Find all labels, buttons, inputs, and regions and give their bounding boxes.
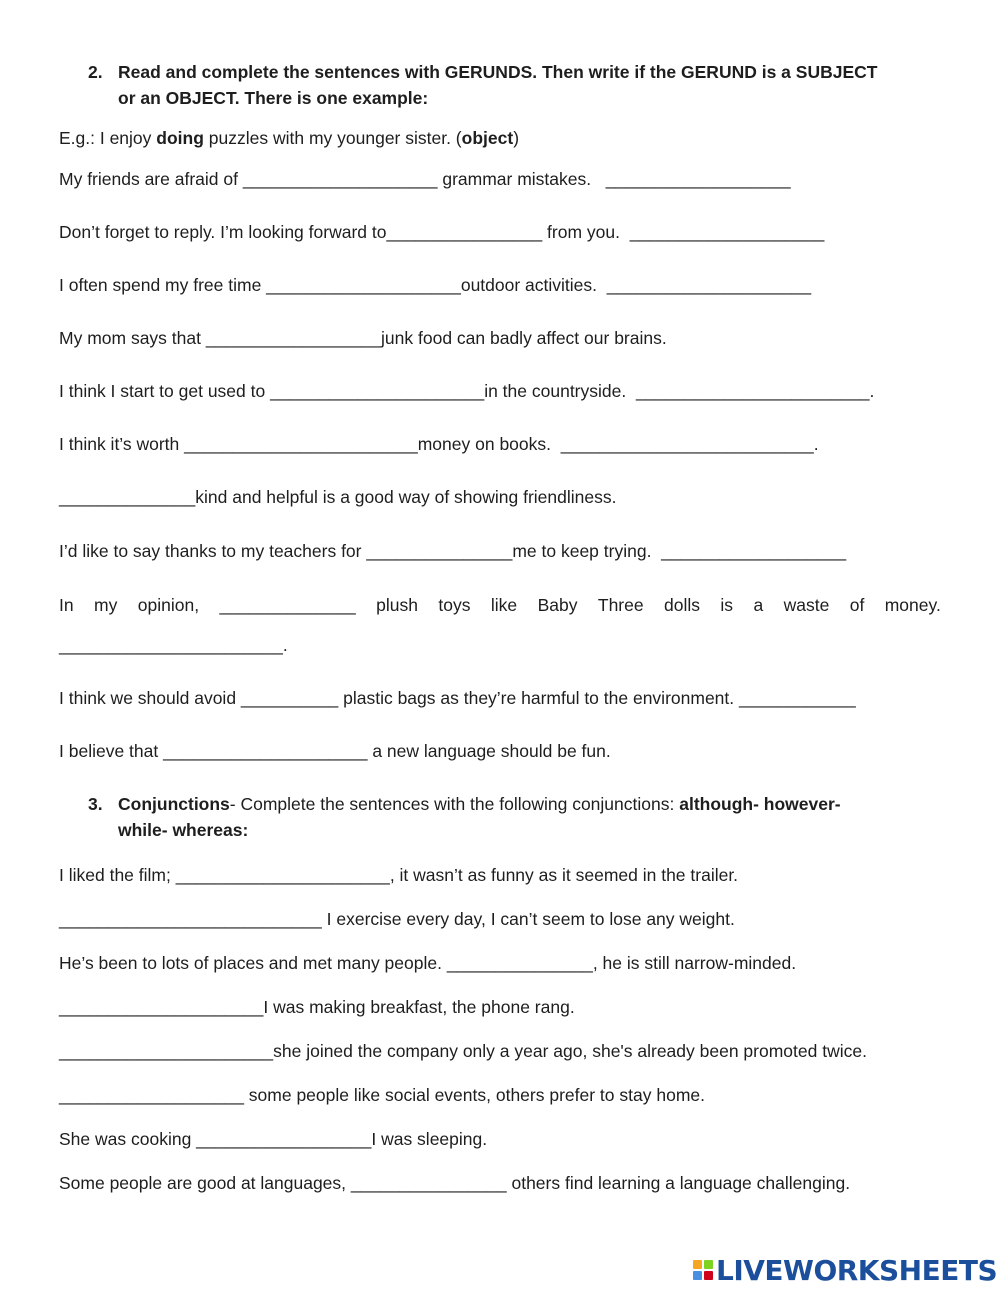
section-2-title-line2: or an OBJECT. There is one example: [118,88,429,108]
section-number: 3. [88,794,103,814]
word: plush [376,595,418,615]
example-gerund: doing [156,128,204,148]
exercise-sentence-3[interactable]: I often spend my free time ____________________outdoor activities. _____________________ [59,275,812,295]
liveworksheets-icon [693,1260,713,1280]
word: money. [884,595,941,615]
exercise-sentence-8[interactable]: I’d like to say thanks to my teachers for _______________me to keep trying. ___________________ [59,541,847,561]
answer-blank[interactable]: ______________ [219,595,356,615]
word: In [59,595,74,615]
section-2-heading [88,59,958,111]
word: my [94,595,118,615]
example-text: E.g.: I enjoy [59,128,157,148]
word: waste [783,595,830,615]
example-text: puzzles with my younger sister. ( [203,128,462,148]
example-sentence [59,127,519,149]
exercise-sentence-5[interactable]: I think I start to get used to ______________________in the countryside. ________________________. [59,381,875,401]
section-3-heading [88,791,958,843]
logo-square [704,1260,713,1269]
conjunction-sentence-8[interactable]: Some people are good at languages, ________________ others find learning a language challenging. [59,1173,851,1193]
exercise-sentence-11[interactable]: I believe that _____________________ a new language should be fun. [59,741,611,761]
conjunction-sentence-5[interactable]: ______________________she joined the company only a year ago, she's already been promoted twice. [59,1041,867,1061]
brand-name: LIVEWORKSHEETS [716,1253,998,1287]
exercise-sentence-10[interactable]: I think we should avoid __________ plastic bags as they’re harmful to the environment. ____________ [59,688,856,708]
exercise-sentence-4[interactable]: My mom says that __________________junk food can badly affect our brains. [59,328,667,348]
word: toys [438,595,471,615]
logo-square [693,1271,702,1280]
example-answer: object [461,128,514,148]
conjunction-sentence-2[interactable]: ___________________________ I exercise every day, I can’t seem to lose any weight. [59,909,735,929]
word: a [753,595,764,615]
logo-square [693,1260,702,1269]
section-2-title-line1: Read and complete the sentences with GERUNDS. Then write if the GERUND is a SUBJECT [118,62,878,82]
conjunction-sentence-7[interactable]: She was cooking __________________I was sleeping. [59,1129,488,1149]
conjunction-sentence-6[interactable]: ___________________ some people like social events, others prefer to stay home. [59,1085,705,1105]
conjunction-list-line2: while- whereas: [118,820,249,840]
section-number: 2. [88,62,103,82]
liveworksheets-logo [693,1253,998,1287]
conjunction-list-line1: although- however- [679,794,841,814]
word: opinion, [137,595,200,615]
exercise-sentence-2[interactable]: Don’t forget to reply. I’m looking forward to________________ from you. ____________________ [59,222,825,242]
exercise-sentence-9-answer[interactable]: _______________________. [59,635,288,655]
word: Three [597,595,644,615]
section-3-title: Conjunctions [118,794,230,814]
conjunction-sentence-4[interactable]: _____________________I was making breakfast, the phone rang. [59,997,575,1017]
exercise-sentence-1[interactable]: My friends are afraid of ____________________ grammar mistakes. ___________________ [59,169,791,189]
word: is [720,595,734,615]
conjunction-sentence-3[interactable]: He’s been to lots of places and met many people. _______________, he is still narrow-minded. [59,953,797,973]
word: of [849,595,865,615]
exercise-sentence-9[interactable] [59,594,941,616]
example-text: ) [513,128,520,148]
word: like [490,595,518,615]
section-3-instruction: - Complete the sentences with the following conjunctions: [229,794,680,814]
exercise-sentence-7[interactable]: ______________kind and helpful is a good way of showing friendliness. [59,487,617,507]
word: dolls [664,595,700,615]
conjunction-sentence-1[interactable]: I liked the film; ______________________, it wasn’t as funny as it seemed in the trailer. [59,865,739,885]
exercise-sentence-6[interactable]: I think it’s worth ________________________money on books. __________________________. [59,434,819,454]
logo-square [704,1271,713,1280]
word: Baby [537,595,578,615]
